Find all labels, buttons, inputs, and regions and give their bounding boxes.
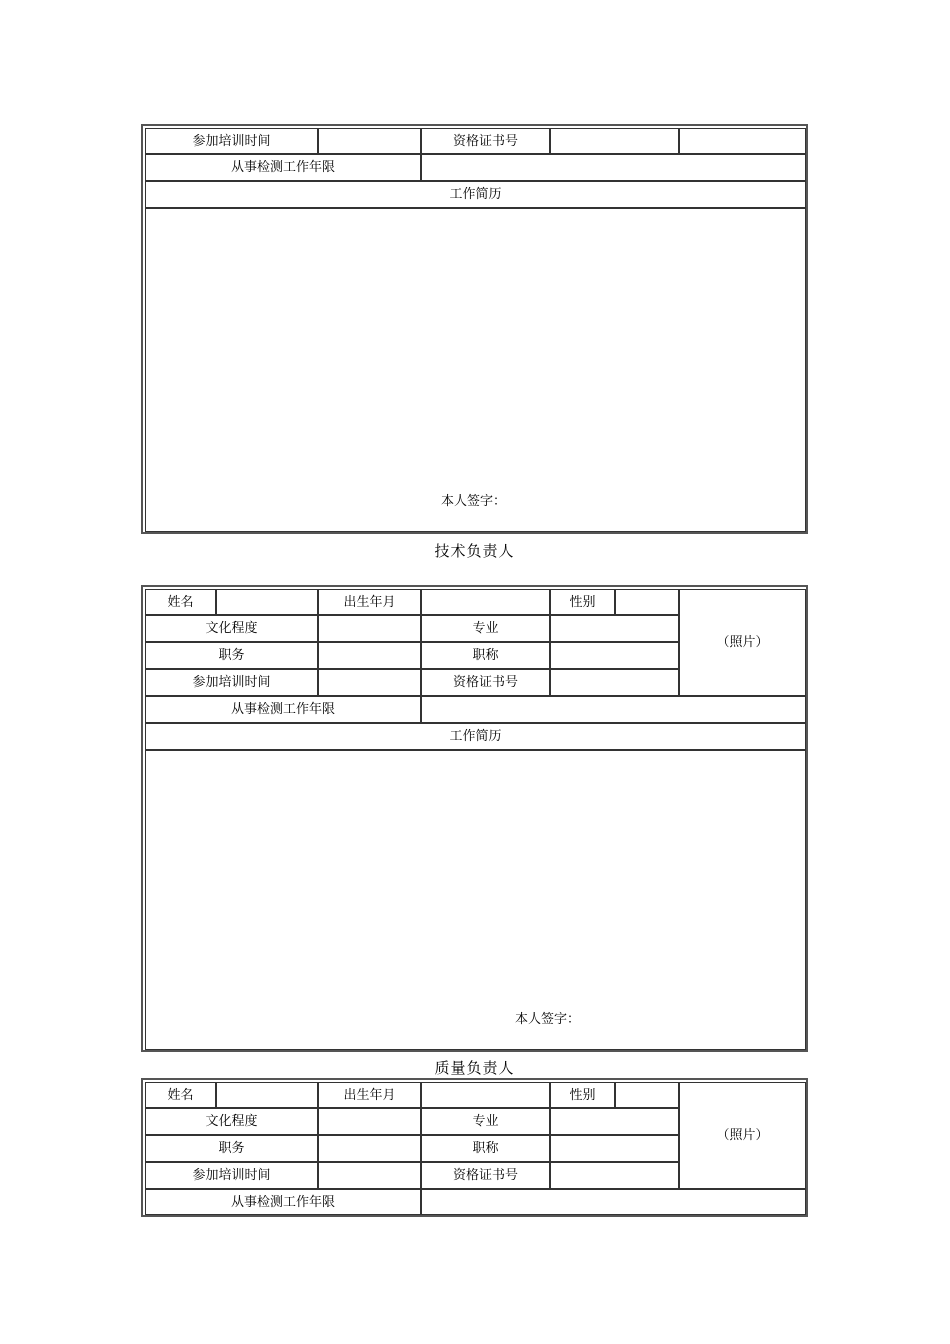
signature-label: 本人签字：	[441, 494, 507, 509]
name-label: 姓名	[145, 589, 216, 615]
training-time-value[interactable]	[318, 1162, 421, 1189]
form-table-1	[141, 124, 808, 534]
certificate-no-label: 资格证书号	[421, 128, 550, 154]
birth-label: 出生年月	[318, 1082, 421, 1108]
name-value[interactable]	[216, 1082, 318, 1108]
certificate-no-value[interactable]	[550, 128, 679, 154]
training-time-label: 参加培训时间	[145, 1162, 318, 1189]
name-label: 姓名	[145, 1082, 216, 1108]
work-years-label: 从事检测工作年限	[145, 696, 421, 723]
education-label: 文化程度	[145, 615, 318, 642]
work-years-label: 从事检测工作年限	[145, 1189, 421, 1215]
work-years-label: 从事检测工作年限	[145, 154, 421, 181]
training-time-value[interactable]	[318, 128, 421, 154]
resume-body[interactable]	[145, 208, 806, 532]
education-value[interactable]	[318, 1108, 421, 1135]
certificate-no-label: 资格证书号	[421, 1162, 550, 1189]
resume-header: 工作简历	[145, 181, 806, 208]
major-value[interactable]	[550, 1108, 679, 1135]
photo-box[interactable]: （照片）	[679, 589, 806, 696]
resume-header: 工作简历	[145, 723, 806, 750]
certificate-no-label: 资格证书号	[421, 669, 550, 696]
form-table-2	[141, 585, 808, 1052]
form-table-3	[141, 1078, 808, 1217]
training-time-value[interactable]	[318, 669, 421, 696]
resume-body[interactable]	[145, 750, 806, 1050]
title-value[interactable]	[550, 642, 679, 669]
major-value[interactable]	[550, 615, 679, 642]
gender-label: 性别	[550, 1082, 615, 1108]
major-label: 专业	[421, 1108, 550, 1135]
certificate-extra-value[interactable]	[679, 128, 806, 154]
signature-label: 本人签字：	[515, 1012, 581, 1027]
training-time-label: 参加培训时间	[145, 669, 318, 696]
certificate-no-value[interactable]	[550, 1162, 679, 1189]
education-value[interactable]	[318, 615, 421, 642]
title-value[interactable]	[550, 1135, 679, 1162]
birth-label: 出生年月	[318, 589, 421, 615]
work-years-value[interactable]	[421, 154, 806, 181]
gender-label: 性别	[550, 589, 615, 615]
gender-value[interactable]	[615, 589, 679, 615]
position-value[interactable]	[318, 642, 421, 669]
certificate-no-value[interactable]	[550, 669, 679, 696]
position-label: 职务	[145, 642, 318, 669]
major-label: 专业	[421, 615, 550, 642]
birth-value[interactable]	[421, 1082, 550, 1108]
section-title-technical: 技术负责人	[434, 542, 515, 560]
work-years-value[interactable]	[421, 696, 806, 723]
position-value[interactable]	[318, 1135, 421, 1162]
training-time-label: 参加培训时间	[145, 128, 318, 154]
education-label: 文化程度	[145, 1108, 318, 1135]
position-label: 职务	[145, 1135, 318, 1162]
name-value[interactable]	[216, 589, 318, 615]
title-label: 职称	[421, 642, 550, 669]
work-years-value[interactable]	[421, 1189, 806, 1215]
title-label: 职称	[421, 1135, 550, 1162]
gender-value[interactable]	[615, 1082, 679, 1108]
birth-value[interactable]	[421, 589, 550, 615]
section-title-quality: 质量负责人	[434, 1059, 515, 1077]
photo-box[interactable]: （照片）	[679, 1082, 806, 1189]
